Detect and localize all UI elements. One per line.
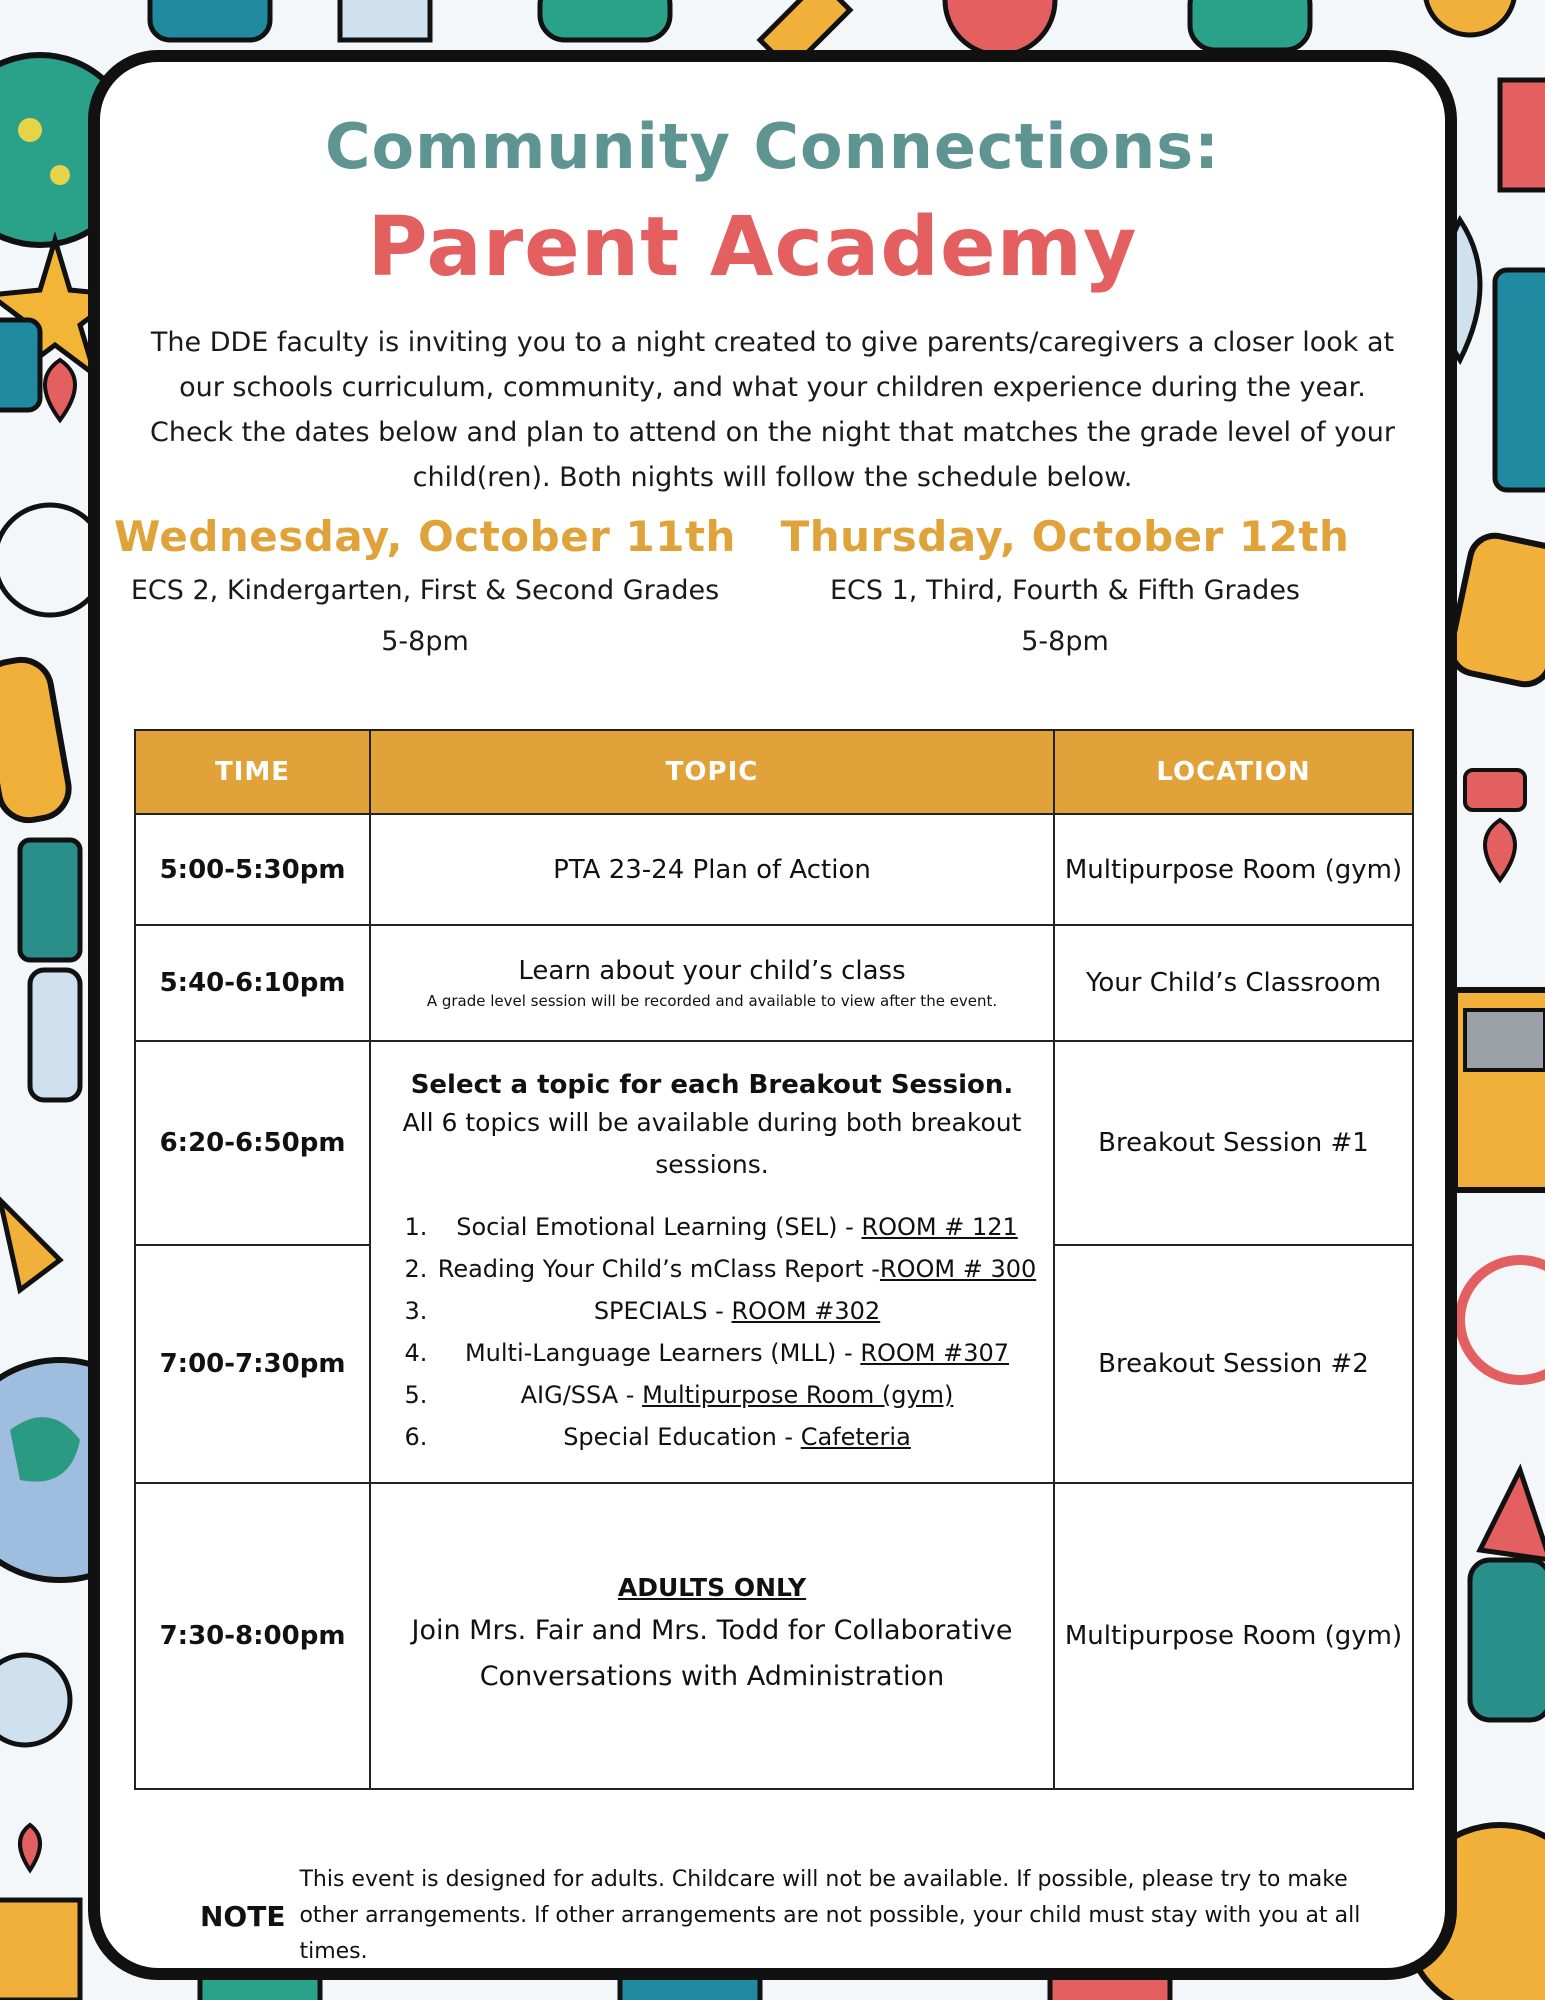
title-line1: Community Connections:	[325, 110, 1220, 183]
header-topic: TOPIC	[370, 730, 1054, 814]
note-label: NOTE	[200, 1899, 286, 1933]
topic-room: Cafeteria	[800, 1423, 911, 1451]
breakout-description: All 6 topics will be available during both breakout sessions.	[402, 1108, 1022, 1179]
intro-line1: The DDE faculty is inviting you to a night created to give parents/caregivers a closer look at our schools curriculum, community, and what your children experience during the year.	[150, 327, 1395, 403]
adults-only-label: ADULTS ONLY	[617, 1572, 807, 1602]
day-thursday	[745, 512, 1385, 657]
list-item	[435, 1332, 1039, 1374]
topic-name: Reading Your Child’s mClass Report -	[437, 1255, 880, 1283]
day-wednesday	[105, 512, 745, 657]
topic-room: ROOM # 121	[861, 1213, 1018, 1241]
row-topic-note: A grade level session will be recorded and available to view after the event.	[426, 992, 998, 1010]
day-grades: ECS 1, Third, Fourth & Fifth Grades	[830, 575, 1300, 606]
row-location: Multipurpose Room (gym)	[1054, 814, 1413, 925]
note-text: This event is designed for adults. Childcare will not be available. If possible, please try to make other arrangements. If other arrangements are not possible, your child must stay with you at all times.	[299, 1867, 1361, 1964]
row-topic-title: Learn about your child’s class	[518, 956, 906, 986]
row-time: 6:20-6:50pm	[135, 1041, 370, 1245]
topic-name: Special Education -	[563, 1423, 801, 1451]
row-topic	[370, 1483, 1054, 1789]
topic-room: ROOM # 300	[879, 1255, 1037, 1283]
table-row	[135, 1041, 1413, 1245]
flyer-card	[88, 50, 1457, 1980]
table-row	[135, 814, 1413, 925]
header-time: TIME	[135, 730, 370, 814]
topic-room: Multipurpose Room (gym)	[642, 1381, 954, 1409]
list-item	[435, 1206, 1039, 1248]
topic-name: SPECIALS -	[593, 1297, 732, 1325]
row-time: 5:00-5:30pm	[135, 814, 370, 925]
schedule-table	[134, 729, 1414, 1790]
row-time: 7:30-8:00pm	[135, 1483, 370, 1789]
topic-name: AIG/SSA -	[520, 1381, 643, 1409]
breakout-topics-cell	[370, 1041, 1054, 1483]
list-item	[435, 1416, 1039, 1458]
note-section	[200, 1862, 1380, 1970]
row-location: Breakout Session #1	[1054, 1041, 1413, 1245]
row-location: Your Child’s Classroom	[1054, 925, 1413, 1041]
topic-name: Social Emotional Learning (SEL) -	[456, 1213, 862, 1241]
day-grades: ECS 2, Kindergarten, First & Second Grades	[130, 575, 720, 606]
breakout-topic-list	[385, 1206, 1039, 1458]
row-topic: PTA 23-24 Plan of Action	[370, 814, 1054, 925]
table-header-row	[135, 730, 1413, 814]
intro-line2: Check the dates below and plan to attend on the night that matches the grade level of your child(ren). Both nights will follow the schedule below.	[150, 417, 1395, 493]
topic-name: Multi-Language Learners (MLL) -	[464, 1339, 861, 1367]
row-location: Breakout Session #2	[1054, 1245, 1413, 1483]
row-time: 5:40-6:10pm	[135, 925, 370, 1041]
day-date: Wednesday, October 11th	[114, 512, 736, 561]
list-item	[435, 1248, 1039, 1290]
header-location: LOCATION	[1054, 730, 1413, 814]
list-item	[435, 1374, 1039, 1416]
breakout-heading: Select a topic for each Breakout Session.	[410, 1070, 1014, 1100]
row-time: 7:00-7:30pm	[135, 1245, 370, 1483]
day-hours: 5-8pm	[381, 626, 469, 657]
table-row	[135, 925, 1413, 1041]
row-location: Multipurpose Room (gym)	[1054, 1483, 1413, 1789]
topic-room: ROOM #307	[860, 1339, 1010, 1367]
list-item	[435, 1290, 1039, 1332]
row-topic	[370, 925, 1054, 1041]
topic-room: ROOM #302	[731, 1297, 881, 1325]
day-hours: 5-8pm	[1021, 626, 1109, 657]
table-row	[135, 1483, 1413, 1789]
intro-text	[140, 320, 1405, 500]
title-line2: Parent Academy	[367, 200, 1138, 295]
day-date: Thursday, October 12th	[780, 512, 1350, 561]
adults-only-description: Join Mrs. Fair and Mrs. Todd for Collaborative Conversations with Administration	[411, 1614, 1013, 1692]
